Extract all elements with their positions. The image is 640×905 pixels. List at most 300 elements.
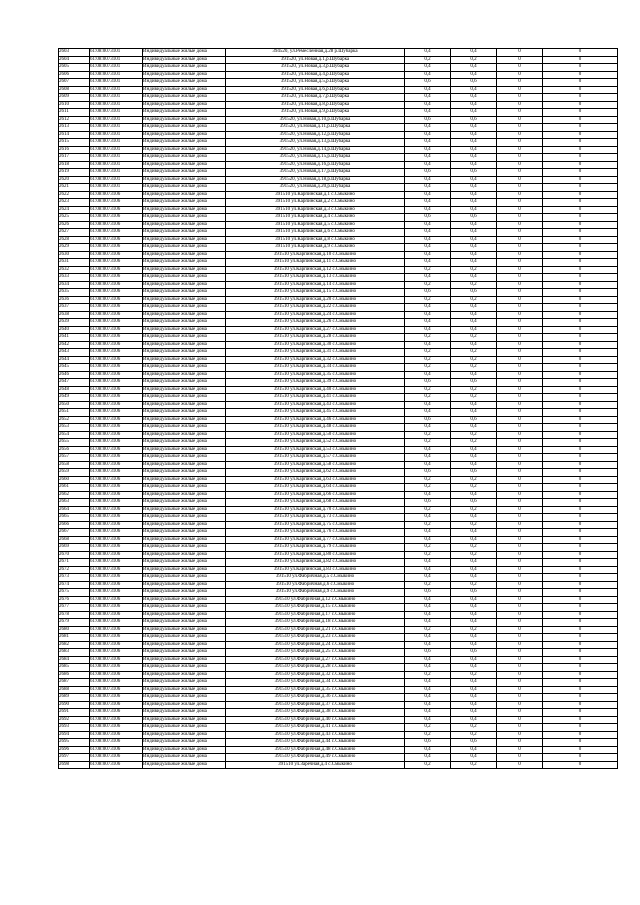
- cadastral-number-cell: 61:08:0073106: [90, 221, 143, 229]
- address-cell: 391520, ул.Новая,д.18,р.Шубарка: [226, 176, 405, 184]
- row-number-cell: 2665: [59, 514, 90, 522]
- row-number-cell: 2690: [59, 701, 90, 709]
- value-cell-1: 0,4: [405, 311, 451, 319]
- row-number-cell: 2648: [59, 386, 90, 394]
- value-cell-1: 0,4: [405, 694, 451, 702]
- value-cell-2: 0,4: [451, 94, 497, 102]
- value-cell-4: 0: [543, 131, 618, 139]
- row-number-cell: 2651: [59, 409, 90, 417]
- value-cell-1: 0,4: [405, 656, 451, 664]
- row-number-cell: 2678: [59, 611, 90, 619]
- value-cell-2: 0,4: [451, 319, 497, 327]
- value-cell-4: 0: [543, 761, 618, 769]
- row-number-cell: 2691: [59, 709, 90, 717]
- address-cell: 391510 ул.Фабричная,д.9 с.Смыкино: [226, 589, 405, 597]
- row-number-cell: 2630: [59, 251, 90, 259]
- value-cell-2: 0,4: [451, 244, 497, 252]
- cadastral-number-cell: 61:08:0073106: [90, 679, 143, 687]
- value-cell-4: 0: [543, 709, 618, 717]
- row-number-cell: 2614: [59, 131, 90, 139]
- cadastral-number-cell: 61:08:0073106: [90, 431, 143, 439]
- value-cell-3: 0: [497, 589, 543, 597]
- value-cell-2: 0,2: [451, 386, 497, 394]
- cadastral-number-cell: 61:08:0073106: [90, 671, 143, 679]
- address-cell: 391510 ул.Карпинская,д.46 с.Смыкино: [226, 416, 405, 424]
- value-cell-2: 0,4: [451, 131, 497, 139]
- value-cell-3: 0: [497, 281, 543, 289]
- table-row: [59, 221, 618, 229]
- object-type-cell: Индивидуальные жилые дома: [143, 64, 226, 72]
- table-row: [59, 454, 618, 462]
- address-cell: 391510 ул.Карпинская,д.82 с.Смыкино: [226, 559, 405, 567]
- value-cell-3: 0: [497, 536, 543, 544]
- value-cell-2: 0,4: [451, 454, 497, 462]
- value-cell-3: 0: [497, 409, 543, 417]
- value-cell-2: 0,4: [451, 311, 497, 319]
- value-cell-4: 0: [543, 109, 618, 117]
- cadastral-number-cell: 61:08:0073106: [90, 236, 143, 244]
- address-cell: 391520, ул.Новая,д.8,р.Шубарка: [226, 101, 405, 109]
- cadastral-number-cell: 61:08:0073106: [90, 424, 143, 432]
- row-number-cell: 2611: [59, 109, 90, 117]
- address-cell: 391510 ул.Карпинская,д.34 с.Смыкино: [226, 364, 405, 372]
- value-cell-2: 0,4: [451, 371, 497, 379]
- row-number-cell: 2662: [59, 491, 90, 499]
- value-cell-3: 0: [497, 334, 543, 342]
- value-cell-4: 0: [543, 334, 618, 342]
- table-row: [59, 379, 618, 387]
- value-cell-2: 0,4: [451, 184, 497, 192]
- value-cell-3: 0: [497, 56, 543, 64]
- cadastral-number-cell: 61:08:0073101: [90, 86, 143, 94]
- object-type-cell: Индивидуальные жилые дома: [143, 754, 226, 762]
- cadastral-number-cell: 61:08:0073106: [90, 746, 143, 754]
- value-cell-2: 0,4: [451, 574, 497, 582]
- value-cell-1: 0,2: [405, 364, 451, 372]
- value-cell-1: 0,4: [405, 94, 451, 102]
- value-cell-3: 0: [497, 424, 543, 432]
- cadastral-number-cell: 61:08:0073106: [90, 274, 143, 282]
- table-row: [59, 416, 618, 424]
- table-row: [59, 476, 618, 484]
- cadastral-number-cell: 61:08:0073106: [90, 311, 143, 319]
- object-type-cell: Индивидуальные жилые дома: [143, 49, 226, 57]
- object-type-cell: Индивидуальные жилые дома: [143, 109, 226, 117]
- value-cell-1: 0,6: [405, 214, 451, 222]
- value-cell-1: 0,2: [405, 521, 451, 529]
- row-number-cell: 2605: [59, 64, 90, 72]
- address-cell: 391510 ул.Карпинская,д.5 с.Смыкино: [226, 221, 405, 229]
- table-row: [59, 401, 618, 409]
- row-number-cell: 2694: [59, 731, 90, 739]
- value-cell-4: 0: [543, 191, 618, 199]
- row-number-cell: 2642: [59, 341, 90, 349]
- cadastral-number-cell: 61:08:0073106: [90, 334, 143, 342]
- value-cell-4: 0: [543, 506, 618, 514]
- table-row: [59, 461, 618, 469]
- value-cell-4: 0: [543, 686, 618, 694]
- object-type-cell: Индивидуальные жилые дома: [143, 619, 226, 627]
- value-cell-4: 0: [543, 341, 618, 349]
- value-cell-3: 0: [497, 101, 543, 109]
- object-type-cell: Индивидуальные жилые дома: [143, 589, 226, 597]
- object-type-cell: Индивидуальные жилые дома: [143, 701, 226, 709]
- value-cell-3: 0: [497, 289, 543, 297]
- address-cell: 391510 ул.Карпинская,д.63 с.Смыкино: [226, 476, 405, 484]
- value-cell-1: 0,2: [405, 506, 451, 514]
- address-cell: 391510 ул.Фабричная,д.41 с.Смыкино: [226, 724, 405, 732]
- value-cell-4: 0: [543, 214, 618, 222]
- value-cell-2: 0,4: [451, 199, 497, 207]
- value-cell-2: 0,4: [451, 176, 497, 184]
- value-cell-1: 0,2: [405, 761, 451, 769]
- value-cell-1: 0,4: [405, 319, 451, 327]
- table-row: [59, 469, 618, 477]
- value-cell-1: 0,4: [405, 424, 451, 432]
- address-cell: 391510 ул.Карпинская,д.48 с.Смыкино: [226, 424, 405, 432]
- value-cell-1: 0,2: [405, 476, 451, 484]
- value-cell-2: 0,2: [451, 761, 497, 769]
- cadastral-number-cell: 61:08:0073101: [90, 161, 143, 169]
- value-cell-1: 0,4: [405, 664, 451, 672]
- value-cell-3: 0: [497, 431, 543, 439]
- value-cell-4: 0: [543, 664, 618, 672]
- value-cell-4: 0: [543, 604, 618, 612]
- value-cell-4: 0: [543, 236, 618, 244]
- value-cell-2: 0,2: [451, 431, 497, 439]
- object-type-cell: Индивидуальные жилые дома: [143, 101, 226, 109]
- table-row: [59, 176, 618, 184]
- value-cell-4: 0: [543, 274, 618, 282]
- address-cell: 391520, ул.Новая,д.5,р.Шубарка: [226, 79, 405, 87]
- cadastral-number-cell: 61:08:0073106: [90, 394, 143, 402]
- row-number-cell: 2638: [59, 311, 90, 319]
- cadastral-number-cell: 61:08:0073106: [90, 754, 143, 762]
- value-cell-3: 0: [497, 341, 543, 349]
- value-cell-2: 0,4: [451, 611, 497, 619]
- row-number-cell: 2672: [59, 566, 90, 574]
- table-row: [59, 431, 618, 439]
- row-number-cell: 2610: [59, 101, 90, 109]
- row-number-cell: 2682: [59, 641, 90, 649]
- value-cell-1: 0,4: [405, 71, 451, 79]
- value-cell-4: 0: [543, 626, 618, 634]
- table-row: [59, 641, 618, 649]
- cadastral-number-cell: 61:08:0073106: [90, 589, 143, 597]
- value-cell-1: 0,4: [405, 566, 451, 574]
- row-number-cell: 2689: [59, 694, 90, 702]
- object-type-cell: Индивидуальные жилые дома: [143, 506, 226, 514]
- value-cell-1: 0,4: [405, 139, 451, 147]
- value-cell-1: 0,4: [405, 251, 451, 259]
- value-cell-4: 0: [543, 424, 618, 432]
- value-cell-2: 0,2: [451, 394, 497, 402]
- value-cell-2: 0,4: [451, 559, 497, 567]
- value-cell-4: 0: [543, 281, 618, 289]
- row-number-cell: 2627: [59, 229, 90, 237]
- object-type-cell: Индивидуальные жилые дома: [143, 379, 226, 387]
- value-cell-2: 0,4: [451, 274, 497, 282]
- address-cell: 391510 ул.Карпинская,д.10 с.Смыкино: [226, 251, 405, 259]
- cadastral-number-cell: 61:08:0073101: [90, 184, 143, 192]
- value-cell-3: 0: [497, 109, 543, 117]
- value-cell-2: 0,4: [451, 259, 497, 267]
- value-cell-1: 0,2: [405, 731, 451, 739]
- address-cell: 391510 ул.Карпинская,д.11 с.Смыкино: [226, 259, 405, 267]
- value-cell-3: 0: [497, 596, 543, 604]
- cadastral-number-cell: 61:08:0073106: [90, 386, 143, 394]
- row-number-cell: 2663: [59, 499, 90, 507]
- value-cell-1: 0,4: [405, 131, 451, 139]
- row-number-cell: 2623: [59, 199, 90, 207]
- row-number-cell: 2661: [59, 484, 90, 492]
- cadastral-number-cell: 61:08:0073106: [90, 469, 143, 477]
- value-cell-3: 0: [497, 229, 543, 237]
- cadastral-number-cell: 61:08:0073106: [90, 499, 143, 507]
- address-cell: 391510 ул.Карпинская,д.39 с.Смыкино: [226, 379, 405, 387]
- value-cell-3: 0: [497, 679, 543, 687]
- value-cell-2: 0,4: [451, 236, 497, 244]
- value-cell-4: 0: [543, 116, 618, 124]
- table-row: [59, 671, 618, 679]
- table-row: [59, 154, 618, 162]
- address-cell: 391520, ул.Новая,д.11,р.Шубарка: [226, 124, 405, 132]
- value-cell-4: 0: [543, 716, 618, 724]
- value-cell-3: 0: [497, 296, 543, 304]
- object-type-cell: Индивидуальные жилые дома: [143, 356, 226, 364]
- value-cell-2: 0,4: [451, 566, 497, 574]
- value-cell-3: 0: [497, 731, 543, 739]
- value-cell-4: 0: [543, 379, 618, 387]
- value-cell-1: 0,4: [405, 634, 451, 642]
- table-row: [59, 199, 618, 207]
- value-cell-1: 0,6: [405, 416, 451, 424]
- value-cell-4: 0: [543, 619, 618, 627]
- table-row: [59, 94, 618, 102]
- value-cell-4: 0: [543, 124, 618, 132]
- table-row: [59, 326, 618, 334]
- value-cell-1: 0,4: [405, 229, 451, 237]
- value-cell-4: 0: [543, 139, 618, 147]
- value-cell-4: 0: [543, 491, 618, 499]
- value-cell-4: 0: [543, 551, 618, 559]
- value-cell-4: 0: [543, 574, 618, 582]
- cadastral-number-cell: 61:08:0073106: [90, 416, 143, 424]
- value-cell-3: 0: [497, 746, 543, 754]
- address-cell: 391510 ул.Фабричная,д.32 с.Смыкино: [226, 671, 405, 679]
- row-number-cell: 2632: [59, 266, 90, 274]
- table-row: [59, 56, 618, 64]
- value-cell-4: 0: [543, 154, 618, 162]
- value-cell-4: 0: [543, 176, 618, 184]
- value-cell-3: 0: [497, 71, 543, 79]
- object-type-cell: Индивидуальные жилые дома: [143, 454, 226, 462]
- cadastral-number-cell: 61:08:0073106: [90, 461, 143, 469]
- value-cell-3: 0: [497, 244, 543, 252]
- value-cell-2: 0,4: [451, 326, 497, 334]
- value-cell-4: 0: [543, 169, 618, 177]
- row-number-cell: 2668: [59, 536, 90, 544]
- row-number-cell: 2609: [59, 94, 90, 102]
- value-cell-1: 0,4: [405, 101, 451, 109]
- value-cell-4: 0: [543, 439, 618, 447]
- value-cell-2: 0,4: [451, 124, 497, 132]
- value-cell-3: 0: [497, 641, 543, 649]
- value-cell-3: 0: [497, 139, 543, 147]
- object-type-cell: Индивидуальные жилые дома: [143, 56, 226, 64]
- row-number-cell: 2680: [59, 626, 90, 634]
- row-number-cell: 2654: [59, 431, 90, 439]
- cadastral-number-cell: 61:08:0073106: [90, 364, 143, 372]
- value-cell-1: 0,4: [405, 709, 451, 717]
- value-cell-3: 0: [497, 611, 543, 619]
- row-number-cell: 2631: [59, 259, 90, 267]
- value-cell-2: 0,4: [451, 139, 497, 147]
- row-number-cell: 2604: [59, 56, 90, 64]
- value-cell-1: 0,6: [405, 649, 451, 657]
- value-cell-4: 0: [543, 724, 618, 732]
- value-cell-2: 0,6: [451, 116, 497, 124]
- cadastral-number-cell: 61:08:0073106: [90, 566, 143, 574]
- value-cell-1: 0,6: [405, 169, 451, 177]
- value-cell-3: 0: [497, 619, 543, 627]
- object-type-cell: Индивидуальные жилые дома: [143, 476, 226, 484]
- value-cell-1: 0,4: [405, 146, 451, 154]
- cadastral-number-cell: 61:08:0073101: [90, 124, 143, 132]
- object-type-cell: Индивидуальные жилые дома: [143, 349, 226, 357]
- object-type-cell: Индивидуальные жилые дома: [143, 656, 226, 664]
- object-type-cell: Индивидуальные жилые дома: [143, 551, 226, 559]
- address-cell: 391510 ул.Карпинская,д.77 с.Смыкино: [226, 536, 405, 544]
- cadastral-number-cell: 61:08:0073106: [90, 559, 143, 567]
- value-cell-4: 0: [543, 701, 618, 709]
- cadastral-number-cell: 61:08:0073101: [90, 101, 143, 109]
- object-type-cell: Индивидуальные жилые дома: [143, 131, 226, 139]
- table-row: [59, 559, 618, 567]
- value-cell-1: 0,2: [405, 626, 451, 634]
- table-row: [59, 596, 618, 604]
- row-number-cell: 2613: [59, 124, 90, 132]
- address-cell: 391510 ул.Карпинская,д.2 с.Смыкино: [226, 199, 405, 207]
- table-row: [59, 304, 618, 312]
- value-cell-4: 0: [543, 656, 618, 664]
- object-type-cell: Индивидуальные жилые дома: [143, 401, 226, 409]
- object-type-cell: Индивидуальные жилые дома: [143, 529, 226, 537]
- cadastral-number-cell: 61:08:0073106: [90, 349, 143, 357]
- row-number-cell: 2629: [59, 244, 90, 252]
- cadastral-number-cell: 61:08:0073106: [90, 581, 143, 589]
- value-cell-2: 0,6: [451, 214, 497, 222]
- object-type-cell: Индивидуальные жилые дома: [143, 686, 226, 694]
- row-number-cell: 2633: [59, 274, 90, 282]
- table-row: [59, 536, 618, 544]
- value-cell-2: 0,4: [451, 709, 497, 717]
- table-row: [59, 746, 618, 754]
- value-cell-1: 0,4: [405, 244, 451, 252]
- table-row: [59, 364, 618, 372]
- value-cell-4: 0: [543, 566, 618, 574]
- value-cell-1: 0,4: [405, 371, 451, 379]
- value-cell-4: 0: [543, 536, 618, 544]
- address-cell: 391520, ул.Новая,д.4,р.Шубарка: [226, 71, 405, 79]
- value-cell-4: 0: [543, 559, 618, 567]
- object-type-cell: Индивидуальные жилые дома: [143, 581, 226, 589]
- value-cell-3: 0: [497, 506, 543, 514]
- row-number-cell: 2616: [59, 146, 90, 154]
- object-type-cell: Индивидуальные жилые дома: [143, 596, 226, 604]
- object-type-cell: Индивидуальные жилые дома: [143, 86, 226, 94]
- object-type-cell: Индивидуальные жилые дома: [143, 394, 226, 402]
- address-cell: 391520, ул.Новая,д.1,р.Шубарка: [226, 56, 405, 64]
- address-cell: 391510 ул.Карпинская,д.80 с.Смыкино: [226, 551, 405, 559]
- row-number-cell: 2655: [59, 439, 90, 447]
- table-row: [59, 101, 618, 109]
- value-cell-3: 0: [497, 124, 543, 132]
- object-type-cell: Индивидуальные жилые дома: [143, 709, 226, 717]
- row-number-cell: 2683: [59, 649, 90, 657]
- table-row: [59, 619, 618, 627]
- cadastral-number-cell: 61:08:0073106: [90, 356, 143, 364]
- table-row: [59, 604, 618, 612]
- row-number-cell: 2675: [59, 589, 90, 597]
- table-row: [59, 484, 618, 492]
- value-cell-3: 0: [497, 364, 543, 372]
- address-cell: 391520, ул.Новая,д.6,р.Шубарка: [226, 86, 405, 94]
- table-row: [59, 131, 618, 139]
- row-number-cell: 2637: [59, 304, 90, 312]
- value-cell-1: 0,4: [405, 559, 451, 567]
- value-cell-2: 0,4: [451, 746, 497, 754]
- table-row: [59, 49, 618, 57]
- value-cell-2: 0,4: [451, 251, 497, 259]
- cadastral-number-cell: 61:08:0073106: [90, 529, 143, 537]
- table-row: [59, 439, 618, 447]
- address-cell: 391510 ул.Карпинская,д.76 с.Смыкино: [226, 529, 405, 537]
- object-type-cell: Индивидуальные жилые дома: [143, 274, 226, 282]
- value-cell-3: 0: [497, 461, 543, 469]
- address-cell: 391510 ул.Карпинская,д.73 с.Смыкино: [226, 514, 405, 522]
- row-number-cell: 2634: [59, 281, 90, 289]
- table-row: [59, 656, 618, 664]
- value-cell-2: 0,2: [451, 551, 497, 559]
- address-cell: 391520, ул.Новая,д.20,р.Шубарка: [226, 184, 405, 192]
- address-cell: 391510 ул.Карпинская,д.45 с.Смыкино: [226, 409, 405, 417]
- value-cell-3: 0: [497, 221, 543, 229]
- cadastral-number-cell: 61:08:0073106: [90, 281, 143, 289]
- row-number-cell: 2622: [59, 191, 90, 199]
- value-cell-2: 0,2: [451, 506, 497, 514]
- value-cell-1: 0,4: [405, 461, 451, 469]
- object-type-cell: Индивидуальные жилые дома: [143, 724, 226, 732]
- table-row: [59, 236, 618, 244]
- row-number-cell: 2687: [59, 679, 90, 687]
- cadastral-number-cell: 61:08:0073106: [90, 596, 143, 604]
- address-cell: 391510 ул.Фабричная,д.18 с.Смыкино: [226, 619, 405, 627]
- value-cell-4: 0: [543, 589, 618, 597]
- value-cell-3: 0: [497, 146, 543, 154]
- value-cell-1: 0,2: [405, 356, 451, 364]
- row-number-cell: 2686: [59, 671, 90, 679]
- value-cell-1: 0,2: [405, 431, 451, 439]
- value-cell-1: 0,4: [405, 491, 451, 499]
- value-cell-2: 0,4: [451, 221, 497, 229]
- value-cell-4: 0: [543, 86, 618, 94]
- object-type-cell: Индивидуальные жилые дома: [143, 281, 226, 289]
- value-cell-4: 0: [543, 49, 618, 57]
- value-cell-3: 0: [497, 521, 543, 529]
- object-type-cell: Индивидуальные жилые дома: [143, 574, 226, 582]
- value-cell-3: 0: [497, 191, 543, 199]
